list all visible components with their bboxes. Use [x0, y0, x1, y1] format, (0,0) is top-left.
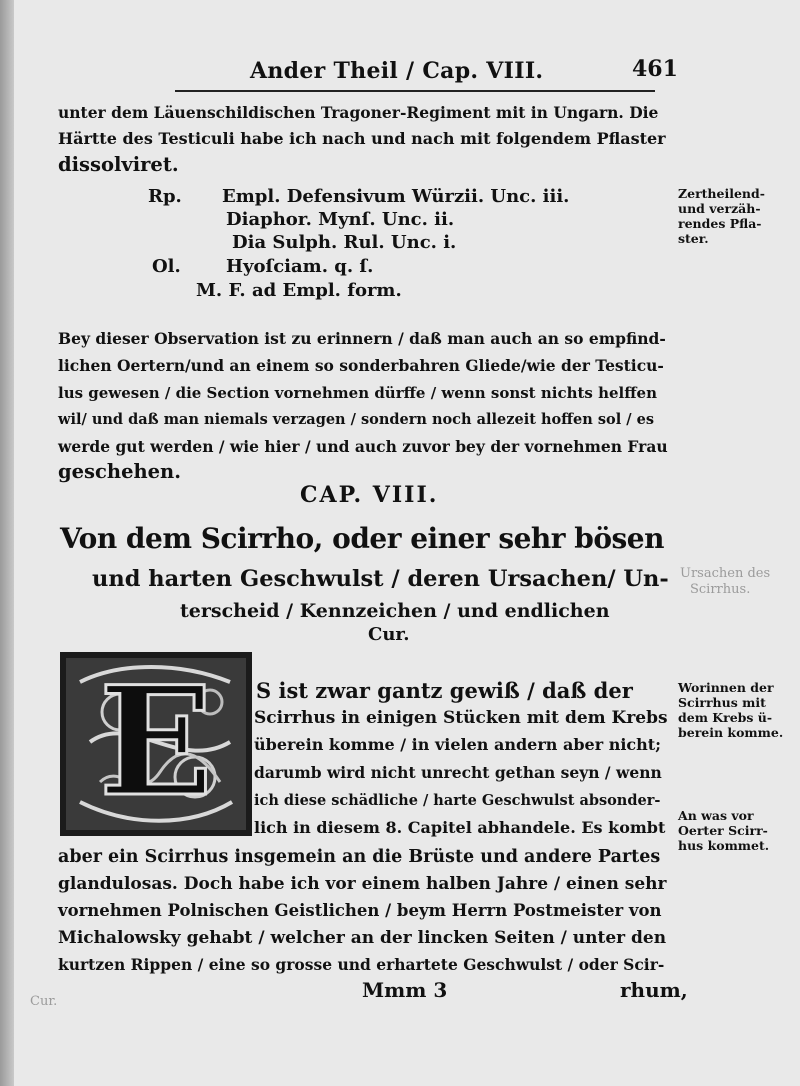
page-gutter-shadow — [0, 0, 14, 1086]
recipe-line: Empl. Defensivum Würzii. Unc. iii. — [222, 186, 570, 207]
margin-note: An was vor — [678, 808, 754, 823]
running-header: Ander Theil / Cap. VIII. — [250, 58, 544, 84]
text-line: lich in diesem 8. Capitel abhandele. Es kombt — [254, 818, 666, 837]
chapter-title: terscheid / Kennzeichen / und endlichen — [180, 600, 610, 622]
text-line: wil/ und daß man niemals verzagen / sondern noch allezeit hoffen sol / es — [58, 411, 655, 428]
text-line: kurtzen Rippen / eine so grosse und erhartete Geschwulst / oder Scir- — [58, 955, 665, 974]
text-line: Scirrhus in einigen Stücken mit dem Krebs — [254, 708, 668, 728]
margin-note: berein komme. — [678, 725, 784, 740]
margin-note: Oerter Scirr- — [678, 823, 768, 838]
margin-note: ster. — [678, 231, 709, 246]
text-line: Michalowsky gehabt / welcher an der lincken Seiten / unter den — [58, 928, 667, 948]
recipe-line: M. F. ad Empl. form. — [196, 280, 402, 301]
recipe-line: Diaphor. Mynſ. Unc. ii. — [226, 209, 455, 230]
text-line: überein komme / in vielen andern aber nicht; — [254, 735, 662, 754]
text-line: darumb wird nicht unrecht gethan seyn / wenn — [254, 763, 662, 782]
header-rule — [175, 90, 655, 92]
bleed-through-text: Scirrhus. — [690, 582, 751, 597]
text-line: geschehen. — [58, 460, 182, 483]
chapter-title: Cur. — [368, 624, 410, 645]
text-line: dissolviret. — [58, 153, 179, 176]
recipe-line: Hyoſciam. q. ſ. — [226, 256, 374, 277]
chapter-title: Von dem Scirrho, oder einer sehr bösen — [60, 522, 664, 555]
text-line: ich diese schädliche / harte Geschwulst absonder- — [254, 792, 661, 809]
margin-note: rendes Pfla- — [678, 216, 762, 231]
margin-note: und verzäh- — [678, 201, 761, 216]
margin-note: hus kommet. — [678, 838, 770, 853]
margin-note: Scirrhus mit — [678, 695, 766, 710]
text-line: S ist zwar gantz gewiß / daß der — [256, 678, 633, 703]
signature-mark: Mmm 3 — [362, 978, 448, 1002]
page-number: 461 — [632, 56, 678, 82]
text-line: lichen Oertern/und an einem so sonderbahren Gliede/wie der Testicu- — [58, 356, 664, 375]
chapter-title: und harten Geschwulst / deren Ursachen/ Un- — [92, 566, 669, 592]
recipe-rp: Rp. — [148, 186, 182, 207]
catchword: rhum, — [620, 978, 688, 1002]
text-line: aber ein Scirrhus insgemein an die Brüste und andere Partes — [58, 847, 661, 867]
chapter-label: CAP. VIII. — [300, 482, 439, 508]
bleed-through-text: Cur. — [30, 994, 58, 1009]
recipe-line: Dia Sulph. Rul. Unc. i. — [232, 232, 457, 253]
text-line: Bey dieser Observation ist zu erinnern / daß man auch an so empfind- — [58, 329, 666, 348]
text-line: unter dem Läuenschildischen Tragoner-Regiment mit in Ungarn. Die — [58, 103, 659, 122]
text-line: vornehmen Polnischen Geistlichen / beym Herrn Postmeister von — [58, 901, 662, 920]
text-line: glandulosas. Doch habe ich vor einem halben Jahre / einen sehr — [58, 874, 667, 894]
margin-note: dem Krebs ü- — [678, 710, 773, 725]
margin-note: Worinnen der — [678, 680, 774, 695]
text-line: werde gut werden / wie hier / und auch zuvor bey der vornehmen Frau — [58, 437, 668, 456]
bleed-through-text: Ursachen des — [680, 566, 771, 581]
margin-note: Zertheilend- — [678, 186, 765, 201]
text-line: lus gewesen / die Section vornehmen dürffe / wenn sonst nichts helffen — [58, 384, 657, 402]
text-line: Härtte des Testiculi habe ich nach und nach mit folgendem Pflaster — [58, 129, 666, 148]
initial-glyph: E — [98, 654, 214, 830]
recipe-ol: Ol. — [152, 256, 181, 277]
decorated-initial-letter — [60, 652, 252, 836]
